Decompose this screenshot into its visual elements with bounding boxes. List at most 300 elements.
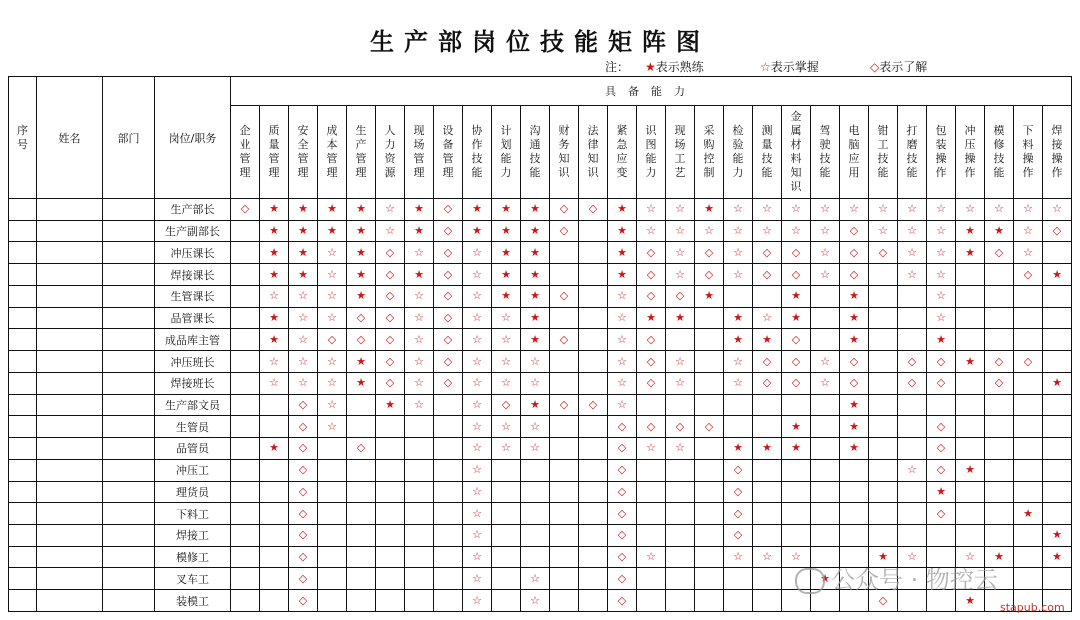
skill-header: 成本管理 bbox=[318, 106, 347, 199]
skill-level-cell bbox=[231, 394, 260, 416]
skill-level-cell bbox=[231, 438, 260, 460]
skill-level-cell bbox=[550, 481, 579, 503]
name-cell bbox=[37, 590, 103, 612]
dept-cell bbox=[103, 307, 155, 329]
skill-level-cell bbox=[753, 394, 782, 416]
skill-level-cell: ★ bbox=[289, 220, 318, 242]
skill-level-cell bbox=[811, 525, 840, 547]
skill-header: 打磨技能 bbox=[898, 106, 927, 199]
skill-level-cell: ☆ bbox=[608, 329, 637, 351]
skill-level-cell: ★ bbox=[260, 307, 289, 329]
table-row bbox=[9, 481, 1072, 503]
skill-level-cell: ★ bbox=[521, 264, 550, 286]
skill-level-cell: ◇ bbox=[608, 503, 637, 525]
table-row bbox=[9, 220, 1072, 242]
skill-level-cell bbox=[260, 525, 289, 547]
skill-level-cell: ◇ bbox=[985, 351, 1014, 373]
position-cell: 品管课长 bbox=[155, 307, 231, 329]
skill-level-cell bbox=[231, 546, 260, 568]
skill-level-cell: ◇ bbox=[347, 329, 376, 351]
skill-level-cell: ◇ bbox=[434, 285, 463, 307]
skill-level-cell: ◇ bbox=[434, 307, 463, 329]
skill-level-cell bbox=[753, 285, 782, 307]
position-cell: 生产部长 bbox=[155, 199, 231, 221]
skill-level-cell bbox=[550, 307, 579, 329]
skill-header: 驾驶技能 bbox=[811, 106, 840, 199]
skill-level-cell: ◇ bbox=[289, 590, 318, 612]
skill-level-cell: ☆ bbox=[492, 438, 521, 460]
skill-level-cell bbox=[405, 546, 434, 568]
skill-level-cell: ☆ bbox=[724, 372, 753, 394]
skill-level-cell: ◇ bbox=[608, 590, 637, 612]
skill-level-cell: ☆ bbox=[376, 220, 405, 242]
position-cell: 理货员 bbox=[155, 481, 231, 503]
legend-proficient: ★表示熟练 bbox=[645, 60, 704, 74]
skill-level-cell: ◇ bbox=[550, 199, 579, 221]
skill-level-cell: ☆ bbox=[666, 351, 695, 373]
skill-level-cell: ☆ bbox=[376, 199, 405, 221]
skill-level-cell bbox=[376, 503, 405, 525]
skill-level-cell bbox=[318, 568, 347, 590]
position-cell: 生管课长 bbox=[155, 285, 231, 307]
table-row bbox=[9, 329, 1072, 351]
skill-level-cell bbox=[231, 285, 260, 307]
skill-level-cell bbox=[695, 503, 724, 525]
skill-level-cell: ◇ bbox=[1014, 351, 1043, 373]
skill-level-cell bbox=[956, 525, 985, 547]
skill-level-cell bbox=[1043, 242, 1072, 264]
skill-level-cell bbox=[231, 568, 260, 590]
skill-level-cell: ★ bbox=[1014, 503, 1043, 525]
position-cell: 叉车工 bbox=[155, 568, 231, 590]
header-dept: 部门 bbox=[103, 77, 155, 199]
skill-level-cell: ★ bbox=[782, 416, 811, 438]
skill-level-cell bbox=[318, 525, 347, 547]
skill-level-cell: ◇ bbox=[579, 199, 608, 221]
skill-level-cell bbox=[492, 546, 521, 568]
skill-level-cell bbox=[1014, 459, 1043, 481]
skill-level-cell: ★ bbox=[492, 285, 521, 307]
skill-level-cell: ★ bbox=[260, 220, 289, 242]
skill-level-cell bbox=[695, 568, 724, 590]
skill-level-cell bbox=[1043, 459, 1072, 481]
skill-level-cell bbox=[753, 459, 782, 481]
skill-level-cell bbox=[231, 525, 260, 547]
skill-level-cell: ★ bbox=[724, 438, 753, 460]
skill-level-cell bbox=[231, 264, 260, 286]
skill-level-cell: ★ bbox=[289, 199, 318, 221]
skill-level-cell bbox=[666, 329, 695, 351]
skill-level-cell: ☆ bbox=[318, 264, 347, 286]
position-cell: 品管员 bbox=[155, 438, 231, 460]
skill-header: 法律知识 bbox=[579, 106, 608, 199]
skill-level-cell: ☆ bbox=[463, 459, 492, 481]
skill-level-cell: ☆ bbox=[492, 329, 521, 351]
wechat-logo-icon bbox=[795, 568, 825, 594]
seq-cell bbox=[9, 459, 37, 481]
skill-level-cell bbox=[260, 394, 289, 416]
skill-level-cell: ★ bbox=[840, 285, 869, 307]
skill-level-cell: ◇ bbox=[231, 199, 260, 221]
skill-level-cell: ☆ bbox=[463, 546, 492, 568]
skill-level-cell: ☆ bbox=[608, 285, 637, 307]
page-title: 生产部岗位技能矩阵图 bbox=[370, 27, 710, 56]
skill-level-cell: ◇ bbox=[376, 242, 405, 264]
skill-level-cell bbox=[811, 285, 840, 307]
header-abilities: 具备能力 bbox=[231, 77, 1072, 106]
skill-level-cell bbox=[231, 416, 260, 438]
skill-level-cell: ◇ bbox=[637, 242, 666, 264]
skill-level-cell: ◇ bbox=[376, 264, 405, 286]
dept-cell bbox=[103, 242, 155, 264]
skill-level-cell: ☆ bbox=[463, 351, 492, 373]
skill-level-cell bbox=[579, 351, 608, 373]
skill-level-cell bbox=[869, 481, 898, 503]
skill-level-cell: ◇ bbox=[869, 242, 898, 264]
table-row bbox=[9, 307, 1072, 329]
skill-level-cell: ☆ bbox=[260, 285, 289, 307]
skill-level-cell bbox=[260, 481, 289, 503]
skill-level-cell: ☆ bbox=[405, 394, 434, 416]
skill-level-cell: ◇ bbox=[376, 307, 405, 329]
skill-level-cell bbox=[666, 525, 695, 547]
name-cell bbox=[37, 307, 103, 329]
skill-level-cell bbox=[869, 525, 898, 547]
skill-level-cell bbox=[347, 568, 376, 590]
skill-level-cell bbox=[695, 546, 724, 568]
skill-level-cell bbox=[231, 351, 260, 373]
skill-level-cell bbox=[231, 481, 260, 503]
skill-level-cell: ☆ bbox=[811, 351, 840, 373]
skill-level-cell bbox=[782, 525, 811, 547]
skill-level-cell: ☆ bbox=[782, 220, 811, 242]
skill-level-cell bbox=[840, 481, 869, 503]
skill-level-cell: ◇ bbox=[985, 242, 1014, 264]
skill-level-cell bbox=[637, 568, 666, 590]
skill-level-cell: ★ bbox=[782, 285, 811, 307]
skill-level-cell: ★ bbox=[724, 329, 753, 351]
filled-star-icon: ★ bbox=[645, 60, 656, 74]
position-cell: 模修工 bbox=[155, 546, 231, 568]
skill-level-cell bbox=[318, 459, 347, 481]
skill-level-cell bbox=[579, 590, 608, 612]
skill-level-cell: ☆ bbox=[405, 351, 434, 373]
skill-level-cell bbox=[550, 264, 579, 286]
skill-level-cell bbox=[927, 394, 956, 416]
skill-level-cell: ◇ bbox=[724, 459, 753, 481]
skill-level-cell: ☆ bbox=[608, 394, 637, 416]
skill-level-cell: ◇ bbox=[927, 372, 956, 394]
skill-level-cell: ☆ bbox=[753, 546, 782, 568]
skill-level-cell bbox=[985, 264, 1014, 286]
skill-level-cell: ◇ bbox=[550, 285, 579, 307]
skill-level-cell: ★ bbox=[985, 546, 1014, 568]
skill-level-cell: ☆ bbox=[782, 199, 811, 221]
position-cell: 冲压课长 bbox=[155, 242, 231, 264]
skill-level-cell: ★ bbox=[347, 242, 376, 264]
skill-level-cell: ◇ bbox=[434, 329, 463, 351]
skill-level-cell: ★ bbox=[956, 590, 985, 612]
skill-level-cell bbox=[637, 590, 666, 612]
skill-level-cell: ★ bbox=[463, 199, 492, 221]
skill-level-cell bbox=[579, 416, 608, 438]
skill-level-cell bbox=[898, 503, 927, 525]
skill-level-cell: ☆ bbox=[463, 242, 492, 264]
skill-level-cell: ◇ bbox=[1043, 220, 1072, 242]
position-cell: 焊接班长 bbox=[155, 372, 231, 394]
skill-level-cell: ☆ bbox=[608, 372, 637, 394]
skill-level-cell: ★ bbox=[1043, 525, 1072, 547]
skill-level-cell bbox=[550, 459, 579, 481]
skill-level-cell: ★ bbox=[318, 199, 347, 221]
skill-level-cell bbox=[724, 416, 753, 438]
skill-level-cell: ◇ bbox=[637, 351, 666, 373]
skill-level-cell: ★ bbox=[289, 264, 318, 286]
skill-level-cell: ☆ bbox=[782, 546, 811, 568]
skill-level-cell bbox=[985, 525, 1014, 547]
skill-level-cell bbox=[985, 416, 1014, 438]
dept-cell bbox=[103, 546, 155, 568]
skill-level-cell: ★ bbox=[492, 264, 521, 286]
skill-level-cell: ★ bbox=[521, 220, 550, 242]
skill-level-cell: ☆ bbox=[463, 329, 492, 351]
skill-level-cell bbox=[985, 438, 1014, 460]
skill-header: 下料操作 bbox=[1014, 106, 1043, 199]
skill-level-cell bbox=[405, 481, 434, 503]
skill-level-cell: ☆ bbox=[463, 503, 492, 525]
skill-level-cell: ★ bbox=[608, 220, 637, 242]
skill-level-cell bbox=[956, 481, 985, 503]
skill-level-cell: ☆ bbox=[927, 220, 956, 242]
legend bbox=[605, 58, 1065, 76]
skill-level-cell: ◇ bbox=[927, 416, 956, 438]
name-cell bbox=[37, 438, 103, 460]
skill-level-cell: ★ bbox=[956, 459, 985, 481]
skill-level-cell bbox=[985, 394, 1014, 416]
skill-level-cell: ◇ bbox=[608, 416, 637, 438]
skill-level-cell bbox=[376, 416, 405, 438]
skill-level-cell: ◇ bbox=[782, 242, 811, 264]
skill-level-cell: ☆ bbox=[811, 372, 840, 394]
skill-level-cell: ☆ bbox=[637, 546, 666, 568]
skill-level-cell bbox=[1014, 307, 1043, 329]
skill-level-cell bbox=[869, 416, 898, 438]
skill-level-cell bbox=[376, 481, 405, 503]
seq-cell bbox=[9, 199, 37, 221]
seq-cell bbox=[9, 546, 37, 568]
skill-level-cell bbox=[347, 503, 376, 525]
skill-level-cell: ◇ bbox=[434, 351, 463, 373]
skill-level-cell: ☆ bbox=[956, 199, 985, 221]
skill-level-cell bbox=[550, 242, 579, 264]
skill-level-cell: ☆ bbox=[666, 372, 695, 394]
skill-level-cell: ☆ bbox=[753, 307, 782, 329]
skill-level-cell: ★ bbox=[695, 199, 724, 221]
seq-cell bbox=[9, 264, 37, 286]
skill-level-cell bbox=[869, 307, 898, 329]
skill-level-cell: ◇ bbox=[782, 329, 811, 351]
skill-level-cell: ★ bbox=[840, 394, 869, 416]
skill-level-cell: ☆ bbox=[666, 242, 695, 264]
skill-level-cell: ★ bbox=[318, 220, 347, 242]
dept-cell bbox=[103, 351, 155, 373]
skill-level-cell: ☆ bbox=[898, 546, 927, 568]
skill-level-cell: ★ bbox=[492, 220, 521, 242]
skill-level-cell bbox=[347, 416, 376, 438]
skill-level-cell: ◇ bbox=[1014, 264, 1043, 286]
skill-level-cell: ◇ bbox=[289, 416, 318, 438]
skill-level-cell bbox=[260, 590, 289, 612]
skill-level-cell: ☆ bbox=[927, 307, 956, 329]
skill-level-cell: ☆ bbox=[811, 264, 840, 286]
skill-level-cell: ★ bbox=[1043, 264, 1072, 286]
skill-level-cell bbox=[260, 459, 289, 481]
skill-level-cell: ◇ bbox=[840, 264, 869, 286]
skill-level-cell bbox=[318, 481, 347, 503]
seq-cell bbox=[9, 307, 37, 329]
skill-level-cell: ☆ bbox=[724, 220, 753, 242]
seq-cell bbox=[9, 372, 37, 394]
table-row bbox=[9, 264, 1072, 286]
name-cell bbox=[37, 242, 103, 264]
skill-level-cell bbox=[753, 590, 782, 612]
skill-level-cell: ◇ bbox=[637, 285, 666, 307]
position-cell: 下料工 bbox=[155, 503, 231, 525]
name-cell bbox=[37, 525, 103, 547]
skill-level-cell bbox=[811, 438, 840, 460]
skill-level-cell bbox=[318, 438, 347, 460]
skill-level-cell bbox=[637, 459, 666, 481]
skill-level-cell bbox=[811, 503, 840, 525]
skill-level-cell bbox=[376, 568, 405, 590]
skill-level-cell bbox=[1043, 394, 1072, 416]
table-row bbox=[9, 438, 1072, 460]
skill-level-cell: ☆ bbox=[260, 351, 289, 373]
skill-level-cell: ★ bbox=[811, 568, 840, 590]
skill-level-cell bbox=[405, 459, 434, 481]
skill-level-cell bbox=[434, 416, 463, 438]
skill-level-cell bbox=[434, 481, 463, 503]
skill-level-cell bbox=[666, 459, 695, 481]
skill-matrix-table bbox=[8, 76, 1072, 612]
skill-level-cell bbox=[753, 481, 782, 503]
skill-level-cell: ☆ bbox=[405, 242, 434, 264]
skill-level-cell: ☆ bbox=[318, 372, 347, 394]
skill-header: 检验能力 bbox=[724, 106, 753, 199]
skill-level-cell bbox=[898, 329, 927, 351]
skill-level-cell: ★ bbox=[1043, 546, 1072, 568]
dept-cell bbox=[103, 590, 155, 612]
skill-level-cell bbox=[579, 285, 608, 307]
dept-cell bbox=[103, 220, 155, 242]
skill-level-cell: ★ bbox=[260, 199, 289, 221]
skill-level-cell: ☆ bbox=[927, 242, 956, 264]
skill-level-cell: ☆ bbox=[463, 372, 492, 394]
skill-level-cell bbox=[376, 546, 405, 568]
skill-level-cell bbox=[666, 546, 695, 568]
skill-level-cell bbox=[347, 481, 376, 503]
skill-level-cell bbox=[695, 329, 724, 351]
skill-level-cell bbox=[811, 416, 840, 438]
seq-cell bbox=[9, 416, 37, 438]
skill-level-cell: ☆ bbox=[463, 394, 492, 416]
dept-cell bbox=[103, 329, 155, 351]
skill-level-cell bbox=[231, 459, 260, 481]
skill-level-cell bbox=[347, 590, 376, 612]
skill-level-cell: ◇ bbox=[376, 329, 405, 351]
skill-level-cell bbox=[840, 525, 869, 547]
skill-level-cell: ☆ bbox=[1014, 242, 1043, 264]
skill-level-cell bbox=[434, 438, 463, 460]
skill-header: 识图能力 bbox=[637, 106, 666, 199]
skill-level-cell: ★ bbox=[347, 199, 376, 221]
skill-level-cell bbox=[985, 503, 1014, 525]
skill-header: 质量管理 bbox=[260, 106, 289, 199]
skill-level-cell: ☆ bbox=[898, 264, 927, 286]
skill-level-cell bbox=[434, 590, 463, 612]
skill-level-cell: ◇ bbox=[289, 481, 318, 503]
skill-level-cell bbox=[347, 394, 376, 416]
skill-level-cell: ★ bbox=[521, 329, 550, 351]
seq-cell bbox=[9, 438, 37, 460]
table-row bbox=[9, 372, 1072, 394]
name-cell bbox=[37, 546, 103, 568]
name-cell bbox=[37, 220, 103, 242]
skill-level-cell bbox=[637, 481, 666, 503]
skill-level-cell bbox=[405, 438, 434, 460]
skill-level-cell: ★ bbox=[347, 351, 376, 373]
skill-level-cell bbox=[376, 438, 405, 460]
table-row bbox=[9, 242, 1072, 264]
dept-cell bbox=[103, 285, 155, 307]
skill-level-cell bbox=[637, 503, 666, 525]
skill-level-cell: ☆ bbox=[985, 199, 1014, 221]
skill-level-cell: ★ bbox=[840, 438, 869, 460]
skill-header: 协作技能 bbox=[463, 106, 492, 199]
skill-header: 沟通技能 bbox=[521, 106, 550, 199]
skill-level-cell: ◇ bbox=[695, 264, 724, 286]
skill-level-cell bbox=[434, 525, 463, 547]
skill-header: 计划能力 bbox=[492, 106, 521, 199]
skill-level-cell bbox=[811, 307, 840, 329]
skill-level-cell bbox=[550, 416, 579, 438]
skill-level-cell bbox=[956, 329, 985, 351]
skill-level-cell: ☆ bbox=[927, 285, 956, 307]
header-position: 岗位/职务 bbox=[155, 77, 231, 199]
skill-level-cell: ◇ bbox=[782, 372, 811, 394]
skill-level-cell: ☆ bbox=[289, 285, 318, 307]
skill-level-cell: ☆ bbox=[956, 546, 985, 568]
skill-level-cell: ☆ bbox=[811, 199, 840, 221]
skill-level-cell bbox=[1043, 329, 1072, 351]
skill-level-cell: ☆ bbox=[637, 438, 666, 460]
skill-level-cell: ◇ bbox=[637, 416, 666, 438]
skill-level-cell: ◇ bbox=[666, 416, 695, 438]
position-cell: 焊接工 bbox=[155, 525, 231, 547]
skill-level-cell bbox=[782, 459, 811, 481]
skill-level-cell bbox=[579, 459, 608, 481]
skill-level-cell bbox=[695, 590, 724, 612]
skill-level-cell: ☆ bbox=[463, 307, 492, 329]
skill-level-cell bbox=[898, 438, 927, 460]
skill-header: 模修技能 bbox=[985, 106, 1014, 199]
skill-level-cell: ☆ bbox=[811, 220, 840, 242]
skill-level-cell: ☆ bbox=[753, 220, 782, 242]
skill-level-cell bbox=[318, 503, 347, 525]
skill-level-cell: ☆ bbox=[898, 242, 927, 264]
skill-level-cell bbox=[376, 590, 405, 612]
outline-star-icon: ☆ bbox=[760, 60, 771, 74]
